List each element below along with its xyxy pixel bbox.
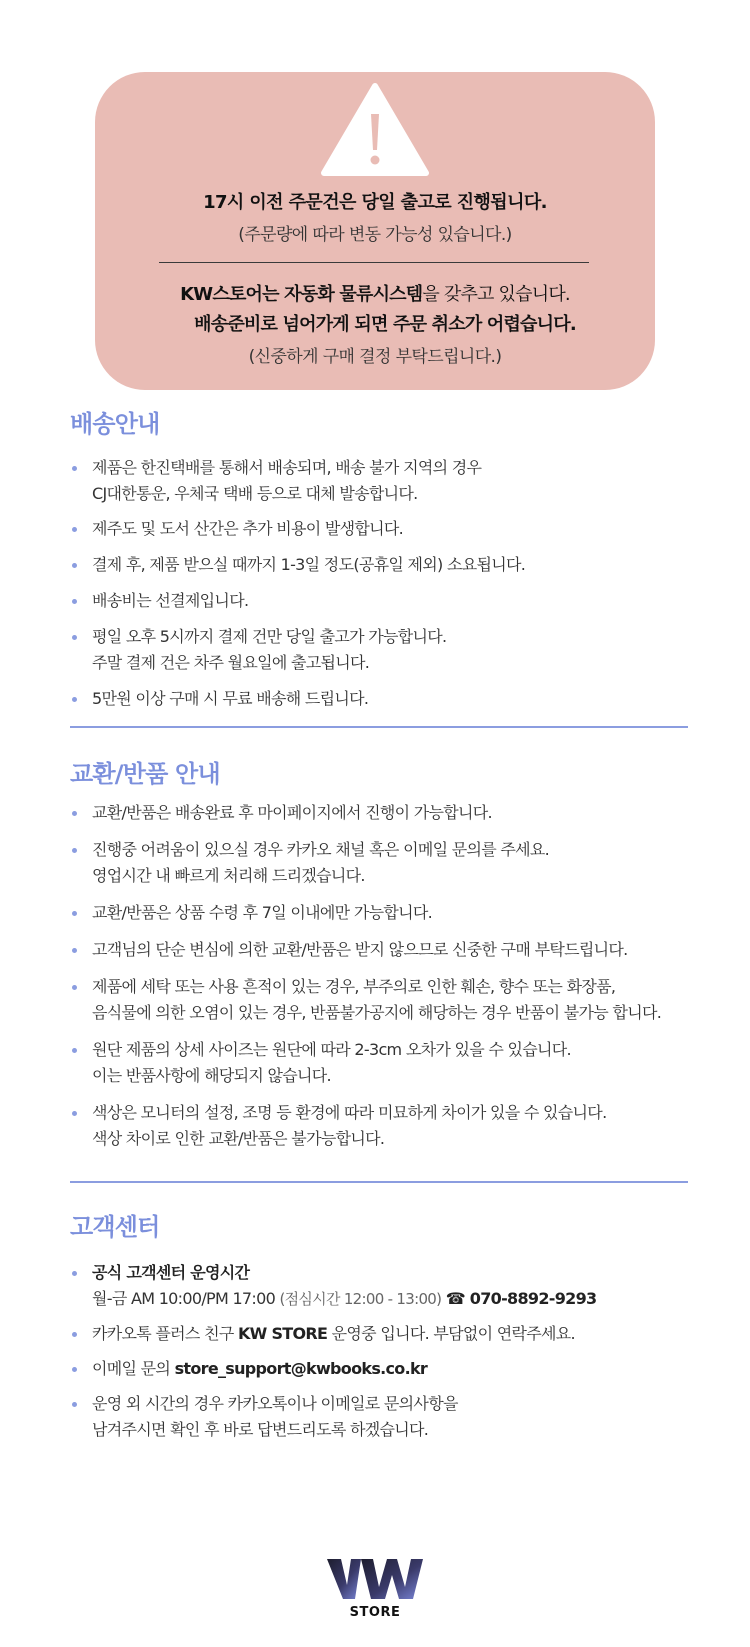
kw-store-logo: [325, 1555, 425, 1625]
support-email-link[interactable]: store_support@kwbooks.co.kr: [174, 1359, 428, 1378]
list-item: [70, 1260, 688, 1312]
list-item-text: 배송비는 선결제입니다.: [92, 591, 249, 610]
list-item: [70, 900, 688, 926]
support-hours: 월-금 AM 10:00/PM 17:00: [92, 1289, 276, 1308]
list-item-text: 교환/반품은 상품 수령 후 7일 이내에만 가능합니다.: [92, 903, 432, 922]
support-kakao-name: KW STORE: [237, 1324, 328, 1343]
list-item-text: 제주도 및 도서 산간은 추가 비용이 발생합니다.: [92, 519, 404, 538]
list-item: [70, 516, 688, 542]
list-item-text: CJ대한통운, 우체국 택배 등으로 대체 발송합니다.: [92, 484, 418, 503]
list-item: [70, 624, 688, 676]
list-item: [70, 1321, 688, 1347]
list-item: [70, 937, 688, 963]
list-item-text: 색상은 모니터의 설정, 조명 등 환경에 따라 미묘하게 차이가 있을 수 있습니다.: [92, 1103, 607, 1122]
list-item: [70, 686, 688, 712]
support-kakao-pre: 카카오톡 플러스 친구: [92, 1324, 238, 1343]
list-item: [70, 1356, 688, 1382]
support-hours-line: [92, 1286, 688, 1312]
section-divider: [70, 726, 688, 728]
notice-careful-note: (신중하게 구매 결정 부탁드립니다.): [248, 347, 502, 367]
support-after-line1: 운영 외 시간의 경우 카카오톡이나 이메일로 문의사항을: [92, 1394, 458, 1413]
list-item: [70, 588, 688, 614]
support-list: [70, 1260, 688, 1443]
kw-logo-icon: [325, 1555, 425, 1603]
list-item-text: 교환/반품은 배송완료 후 마이페이지에서 진행이 가능합니다.: [92, 803, 492, 822]
notice-automation-rest: 을 갖추고 있습니다.: [422, 284, 570, 305]
list-item-text: 색상 차이로 인한 교환/반품은 불가능합니다.: [92, 1129, 385, 1148]
list-item-text: 이는 반품사항에 해당되지 않습니다.: [92, 1066, 331, 1085]
notice-automation-bold: KW스토어는 자동화 물류시스템: [180, 284, 423, 305]
list-item-text: 평일 오후 5시까지 결제 건만 당일 출고가 가능합니다.: [92, 627, 447, 646]
list-item-text: 음식물에 의한 오염이 있는 경우, 반품불가공지에 해당하는 경우 반품이 불가능 합니다.: [92, 1003, 662, 1022]
shipping-title: 배송안내: [70, 410, 160, 438]
support-after-line2: 남겨주시면 확인 후 바로 답변드리도록 하겠습니다.: [92, 1420, 429, 1439]
notice-automation: [95, 280, 655, 306]
list-item: [70, 1037, 688, 1089]
warning-triangle-icon: [320, 82, 430, 177]
notice-same-day: 17시 이전 주문건은 당일 출고로 진행됩니다.: [203, 192, 547, 213]
support-phone: ☎ 070-8892-9293: [445, 1289, 597, 1308]
logo-store-text: STORE: [349, 1605, 401, 1620]
list-item: [70, 974, 688, 1026]
support-hours-title: 공식 고객센터 운영시간: [92, 1263, 250, 1282]
list-item-text: 제품은 한진택배를 통해서 배송되며, 배송 불가 지역의 경우: [92, 458, 482, 477]
notice-box: [95, 72, 655, 390]
list-item-text: 제품에 세탁 또는 사용 흔적이 있는 경우, 부주의로 인한 훼손, 향수 또는 화장품,: [92, 977, 616, 996]
list-item-text: 5만원 이상 구매 시 무료 배송해 드립니다.: [92, 689, 369, 708]
support-title: 고객센터: [70, 1213, 160, 1241]
list-item-text: 고객님의 단순 변심에 의한 교환/반품은 받지 않으므로 신중한 구매 부탁드립니다.: [92, 940, 628, 959]
list-item: [70, 1391, 688, 1443]
list-item-text: 진행중 어려움이 있으실 경우 카카오 채널 혹은 이메일 문의를 주세요.: [92, 840, 550, 859]
notice-divider: [159, 262, 589, 263]
support-email-label: 이메일 문의: [92, 1359, 175, 1378]
support-kakao-line: [92, 1321, 688, 1347]
notice-cancel-warning: 배송준비로 넘어가게 되면 주문 취소가 어렵습니다.: [194, 314, 576, 335]
list-item: [70, 455, 688, 507]
list-item-text: 결제 후, 제품 받으실 때까지 1-3일 정도(공휴일 제외) 소요됩니다.: [92, 555, 526, 574]
list-item: [70, 800, 688, 826]
returns-list: [70, 800, 688, 1152]
support-kakao-post: 운영중 입니다. 부담없이 연락주세요.: [327, 1324, 575, 1343]
notice-volume-note: (주문량에 따라 변동 가능성 있습니다.): [238, 225, 512, 245]
list-item: [70, 552, 688, 578]
list-item-text: 원단 제품의 상세 사이즈는 원단에 따라 2-3cm 오차가 있을 수 있습니다.: [92, 1040, 571, 1059]
shipping-list: [70, 455, 688, 712]
support-lunch: (점심시간 12:00 - 13:00): [279, 1290, 442, 1308]
list-item-text: 영업시간 내 빠르게 처리해 드리겠습니다.: [92, 866, 365, 885]
support-email-line: [92, 1356, 688, 1382]
list-item: [70, 1100, 688, 1152]
returns-title: 교환/반품 안내: [70, 760, 220, 788]
section-divider: [70, 1181, 688, 1183]
list-item: [70, 837, 688, 889]
list-item-text: 주말 결제 건은 차주 월요일에 출고됩니다.: [92, 653, 370, 672]
